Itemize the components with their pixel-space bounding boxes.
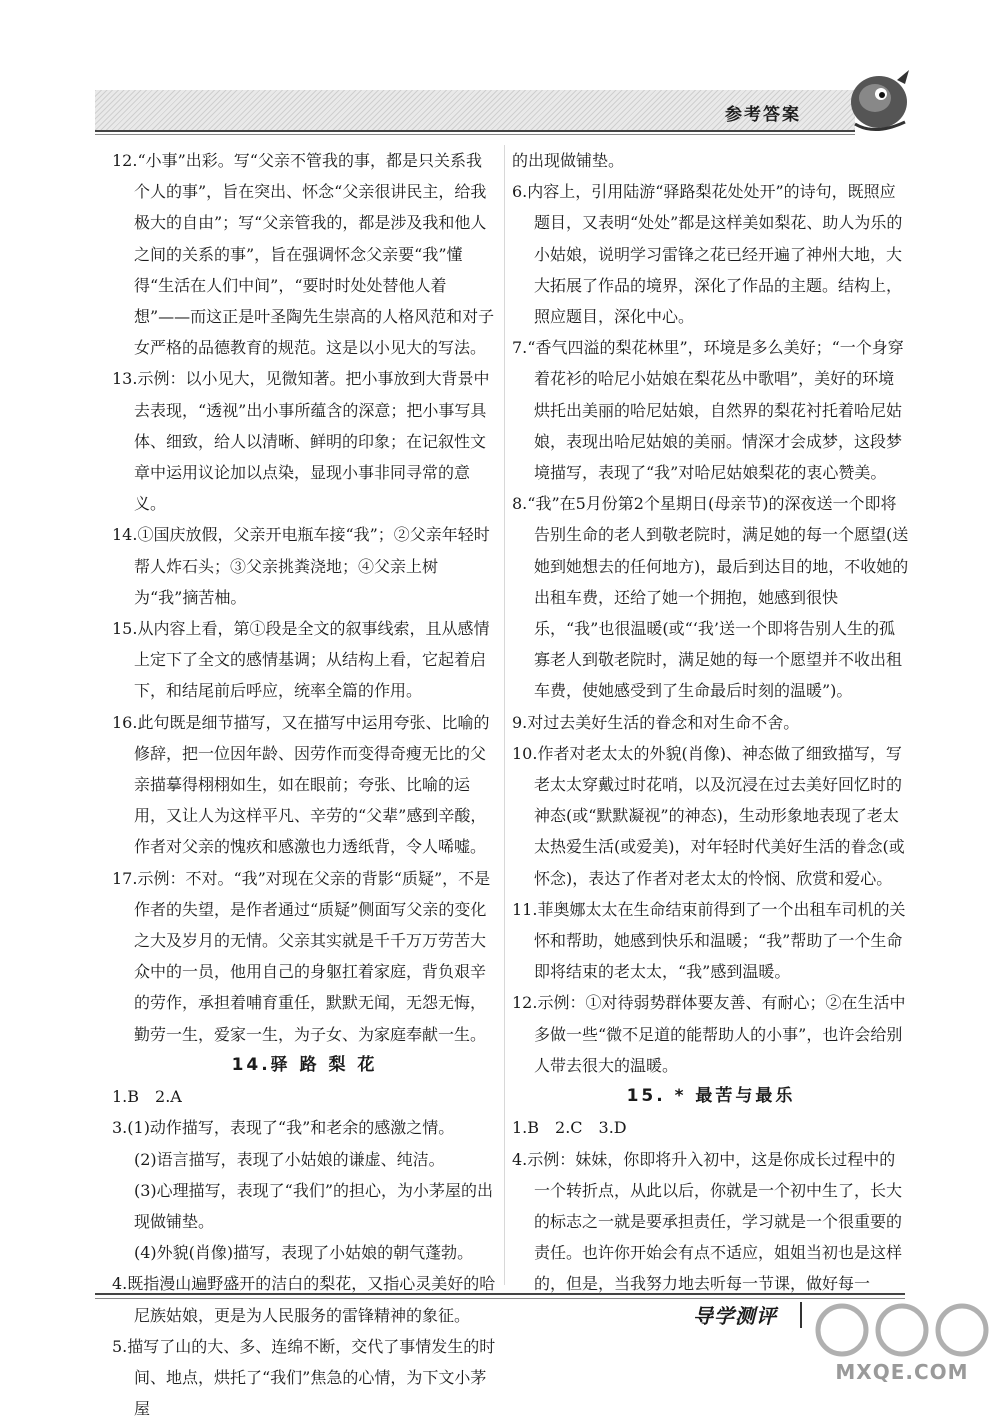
answer-item: 5.描写了山的大、多、连绵不断，交代了事情发生的时间、地点，烘托了“我们”焦急的心情，为下文小茅屋 [112, 1336, 496, 1419]
watermark-logo [812, 1298, 992, 1390]
answer-item: 12.“小事”出彩。写“父亲不管我的事，都是只关系我个人的事”，旨在突出、怀念“父亲很讲民主，给我极大的自由”；写“父亲管我的，都是涉及我和他人之间的关系的事”，旨在强调怀念父亲要“我”懂得“生活在人们中间”，“要时时处处替他人着想”——而这正是叶圣陶先生崇高的人格风范和对子女严格的品德教育的规范。这是以小见大的写法。 [112, 151, 495, 358]
answer-subitem: (4)外貌(肖像)描写，表现了小姑娘的朝气蓬勃。 [134, 1243, 474, 1263]
section-title-15: 15. * 最苦与最乐 [626, 1086, 796, 1107]
answer-item: 12.示例：①对待弱势群体要友善、有耐心；②在生活中多做一些“微不足道的能帮助人的小事”，也许会给别人带去很大的温暖。 [512, 993, 906, 1075]
footer-label: 导学测评 [693, 1304, 777, 1328]
answer-item: 6.内容上，引用陆游“驿路梨花处处开”的诗句，既照应题目，又表明“处处”都是这样美如梨花、助人为乐的小姑娘，说明学习雷锋之花已经开遍了神州大地，大大拓展了作品的境界，深化了作品的主题。结构上，照应题目，深化中心。 [512, 182, 903, 327]
footer-bar [800, 1302, 802, 1328]
answer-item: 4.示例：妹妹，你即将升入初中，这是你成长过程中的一个转折点，从此以后，你就是一个初中生了，长大的标志之一就是要承担责任，学习就是一个很重要的责任。也许你开始会有点不适应，姐姐当初也是这样的，但是，当我努力地去听每一节课，做好每一 [512, 1149, 903, 1294]
answer-item: 8.“我”在5月份第2个星期日(母亲节)的深夜送一个即将告别生命的老人到敬老院时，满足她的每一个愿望(送她到她想去的任何地方)，最后到达目的地，不收她的出租车费，还给了她一个拥抱，她感到很快乐，“我”也很温暖(或“‘我’送一个即将告别人生的孤寡老人到敬老院时，满足她的每一个愿望并不收出租车费，使她感受到了生命最后时刻的温暖”)。 [512, 494, 909, 701]
footer-rule [95, 1293, 905, 1295]
right-column [512, 145, 910, 1300]
answer-subitem: (2)语言描写，表现了小姑娘的谦虚、纯洁。 [134, 1149, 445, 1169]
answer-item: 7.“香气四溢的梨花林里”，环境是多么美好；“一个身穿着花衫的哈尼小姑娘在梨花丛中歌唱”，美好的环境烘托出美丽的哈尼姑娘，自然界的梨花衬托着哈尼姑娘，表现出哈尼姑娘的美丽。情深才会成梦，这段梦境描写，表现了“我”对哈尼姑娘梨花的衷心赞美。 [512, 338, 904, 483]
answer-item: 15.从内容上看，第①段是全文的叙事线索，且从感情上定下了全文的感情基调；从结构上看，它起着启下，和结尾前后呼应，统率全篇的作用。 [112, 619, 490, 701]
answer-item: 4.既指漫山遍野盛开的洁白的梨花，又指心灵美好的哈尼族姑娘，更是为人民服务的雷锋精神的象征。 [112, 1274, 496, 1325]
answer-item: 9.对过去美好生活的眷念和对生命不舍。 [512, 712, 800, 732]
watermark-shape-icon [812, 1298, 992, 1360]
answer-subitem: (3)心理描写，表现了“我们”的担心，为小茅屋的出现做铺垫。 [134, 1180, 494, 1231]
answer-continuation: 的出现做铺垫。 [512, 151, 625, 170]
header-rule-thin [95, 134, 855, 135]
header-rule [95, 130, 855, 132]
answer-item: 16.此句既是细节描写，又在描写中运用夸张、比喻的修辞，把一位因年龄、因劳作而变得奇瘦无比的父亲描摹得栩栩如生，如在眼前；夸张、比喻的运用，又让人为这样平凡、辛劳的“父辈”感到辛酸，作者对父亲的愧疚和感激也力透纸背，令人唏嘘。 [112, 712, 490, 857]
answer-item: 1.B 2.A [112, 1087, 182, 1107]
answer-item: 11.菲奥娜太太在生命结束前得到了一个出租车司机的关怀和帮助，她感到快乐和温暖；“我”帮助了一个生命即将结束的老太太，“我”感到温暖。 [512, 899, 906, 982]
answer-item: 13.示例：以小见大，见微知著。把小事放到大背景中去表现，“透视”出小事所蕴含的深意；把小事写具体、细致，给人以清晰、鲜明的印象；在记叙性文章中运用议论加以点染，显现小事非同寻常的意义。 [112, 369, 490, 514]
answer-item: 1.B 2.C 3.D [512, 1118, 627, 1138]
answer-item: 3.(1)动作描写，表现了“我”和老余的感激之情。 [112, 1118, 455, 1138]
answer-item: 17.示例：不对。“我”对现在父亲的背影“质疑”，不是作者的失望，是作者通过“质疑”侧面写父亲的变化之大及岁月的无情。父亲其实就是千千万万劳苦大众中的一员，他用自己的身躯扛着家庭，背负艰辛的劳作，承担着哺育重任，默默无闻，无怨无悔，勤劳一生，爱家一生，为子女、为家庭奉献一生。 [112, 868, 491, 1044]
answer-item: 14.①国庆放假，父亲开电瓶车接“我”；②父亲年轻时帮人炸石头；③父亲挑粪浇地；④父亲上树为“我”摘苦柚。 [112, 525, 490, 607]
mascot-icon [835, 66, 917, 136]
column-divider [504, 145, 505, 1285]
footer-rule-thin [95, 1298, 905, 1299]
page-header-title: 参考答案 [725, 105, 801, 125]
answer-item: 10.作者对老太太的外貌(肖像)、神态做了细致描写，写老太太穿戴过时花哨，以及沉浸在过去美好回忆时的神态(或“默默凝视”的神态)，生动形象地表现了老太太热爱生活(或爱美)，对年轻时代美好生活的眷念(或怀念)，表达了作者对老太太的怜悯、欣赏和爱心。 [512, 743, 905, 888]
left-column [112, 145, 497, 1424]
section-title-14: 14.驿 路 梨 花 [231, 1054, 378, 1075]
watermark-text: MXQE.COM [835, 1360, 969, 1384]
